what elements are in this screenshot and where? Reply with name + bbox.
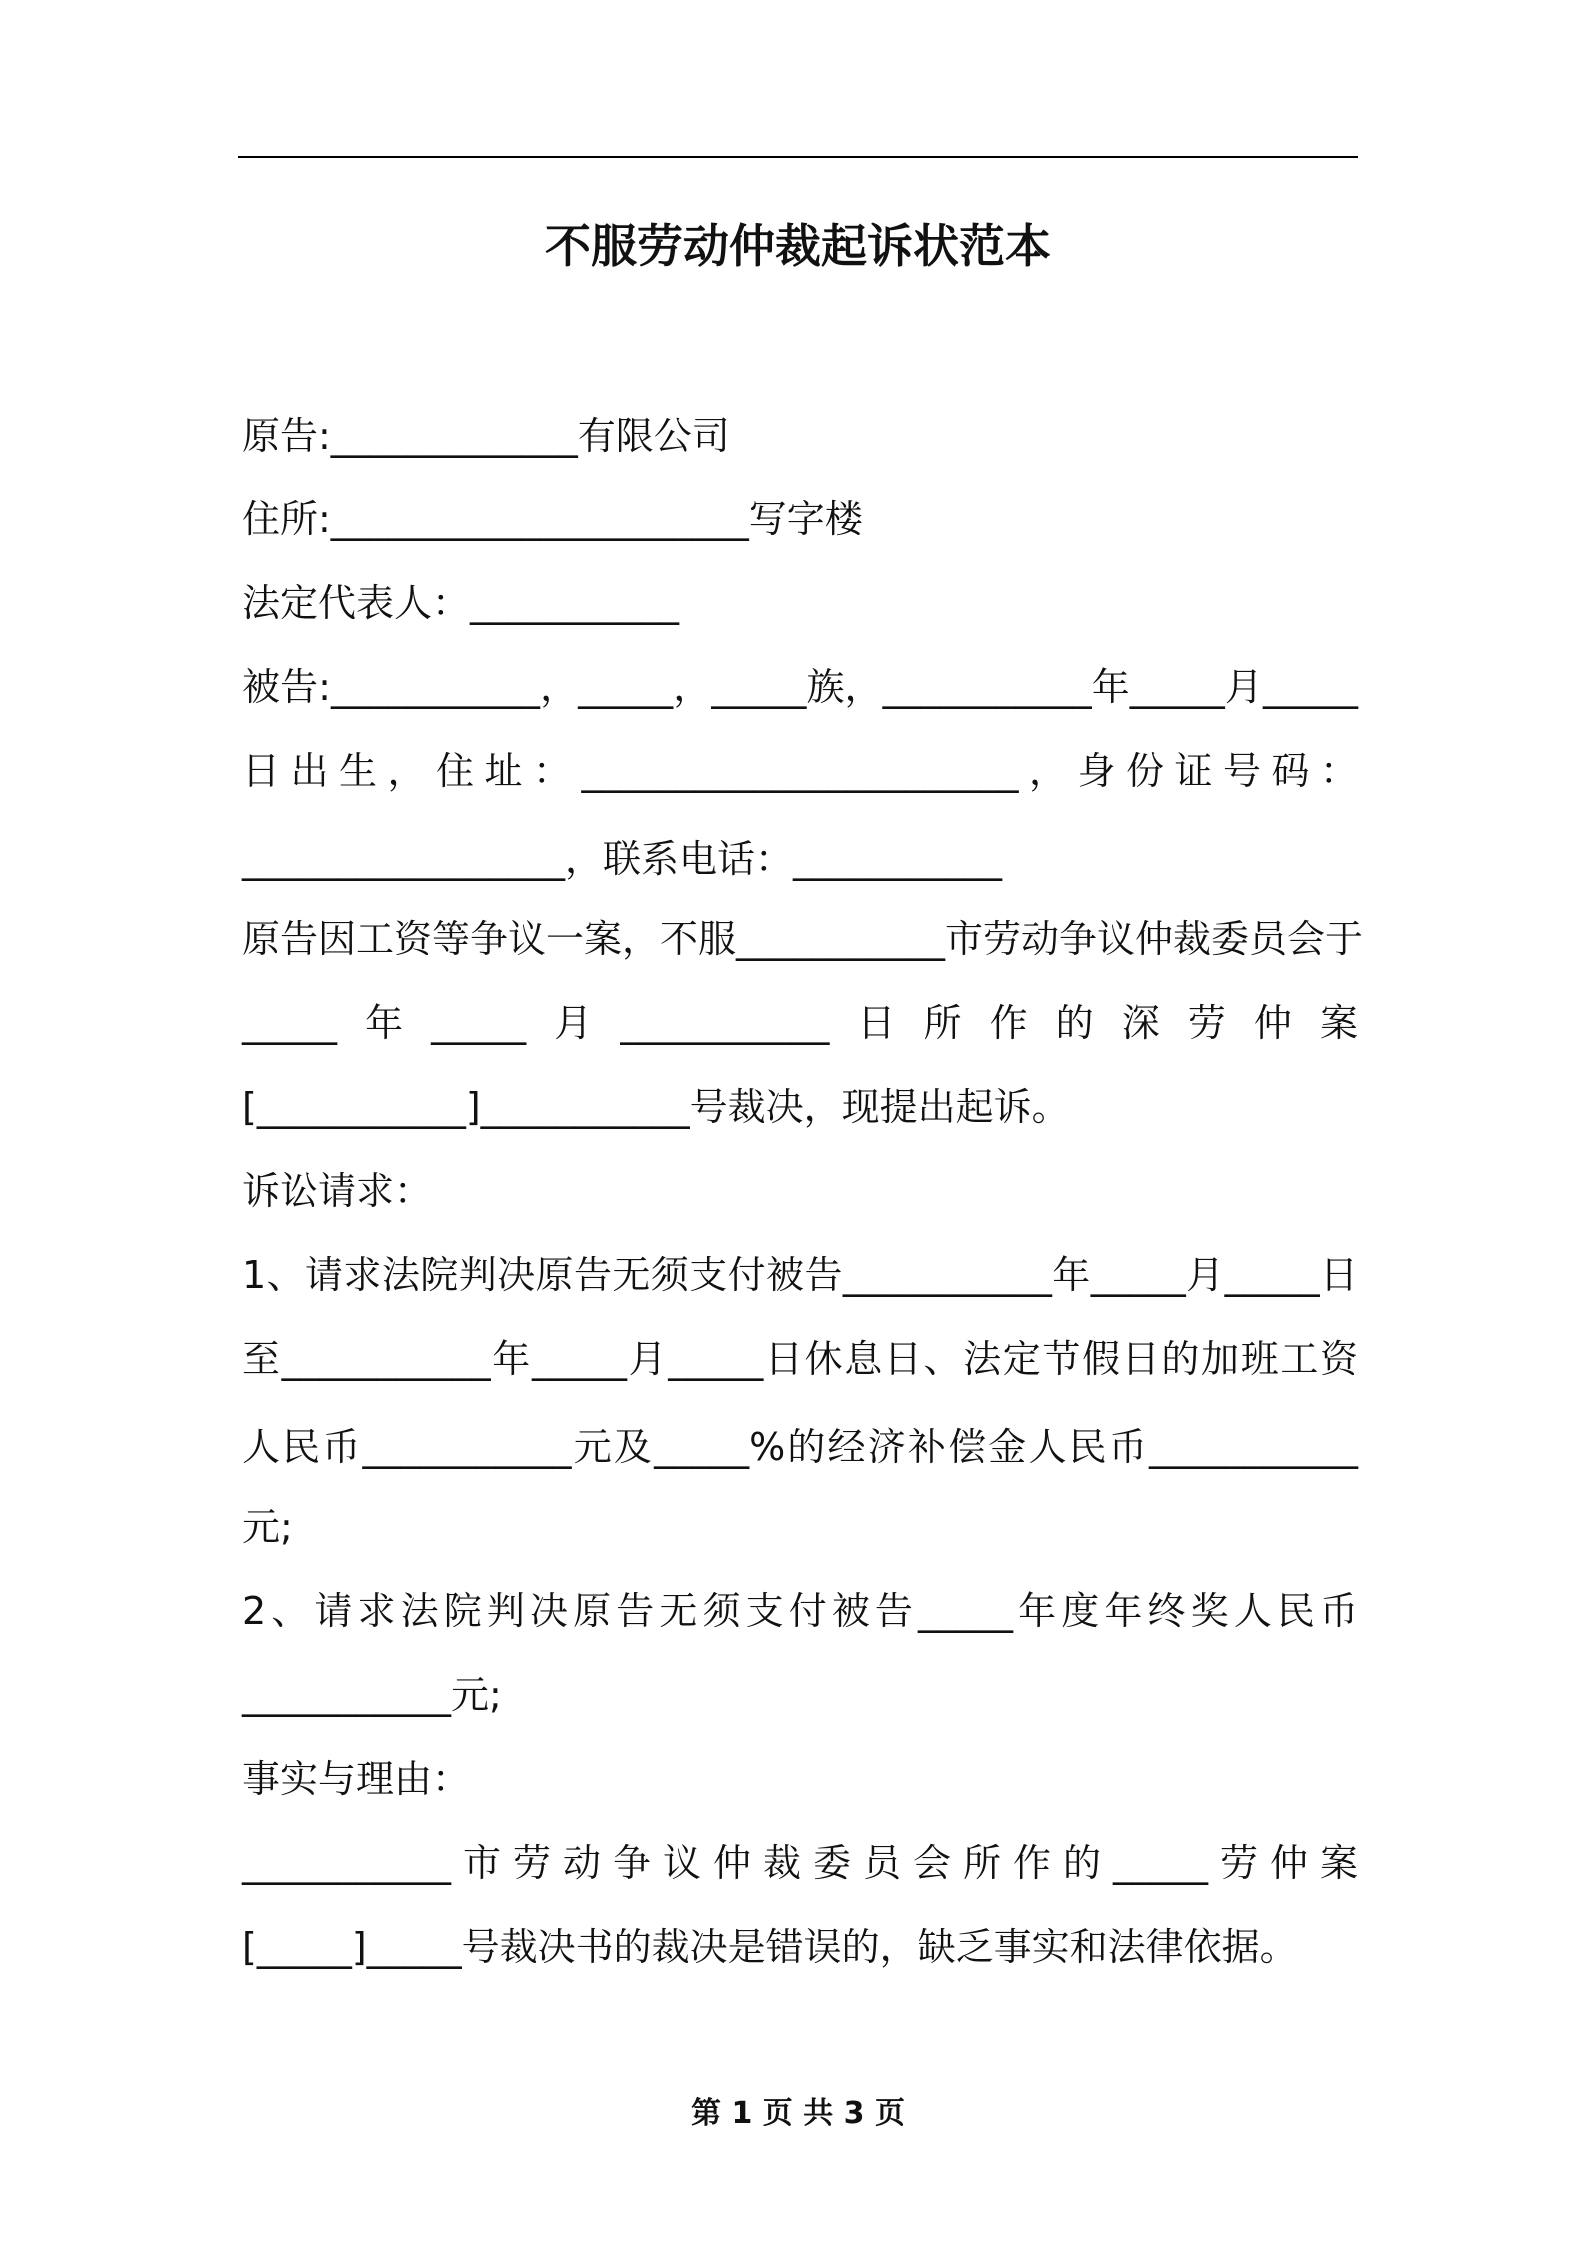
- claim-1-line-2: 至___________年_____月_____日休息日、法定节假日的加班工资: [242, 1337, 1358, 1381]
- claim-1-line-1: 1、请求法院判决原告无须支付被告___________年_____月_____日: [242, 1253, 1358, 1297]
- address-line: 住所:______________________写字楼: [242, 497, 863, 541]
- defendant-birth-address-line: 日出生，住址：_______________________，身份证号码：: [242, 749, 1358, 793]
- claims-heading: 诉讼请求：: [242, 1169, 433, 1213]
- claim-2-line-2: ___________元;: [242, 1673, 502, 1717]
- facts-line-1: ___________市劳动争议仲裁委员会所作的_____劳仲案: [242, 1841, 1358, 1885]
- document-title: 不服劳动仲裁起诉状范本: [545, 219, 1051, 273]
- case-date-line: _____年_____月___________日所作的深劳仲案: [242, 1001, 1358, 1045]
- case-number-line: [___________]___________号裁决，现提出起诉。: [242, 1085, 1070, 1129]
- defendant-line: 被告:___________，_____，_____族，___________年_____月_____: [242, 665, 1358, 709]
- claim-1-line-3: 人民币___________元及_____%的经济补偿金人民币___________: [242, 1425, 1358, 1469]
- header-rule: [238, 156, 1358, 158]
- plaintiff-line: 原告:_____________有限公司: [242, 414, 730, 458]
- facts-line-2: [_____]_____号裁决书的裁决是错误的，缺乏事实和法律依据。: [242, 1925, 1298, 1969]
- page-footer: 第 1 页 共 3 页: [691, 2096, 905, 2131]
- defendant-id-phone-line: _________________，联系电话：___________: [242, 837, 1003, 881]
- claim-2-line-1: 2、请求法院判决原告无须支付被告_____年度年终奖人民币: [242, 1589, 1358, 1633]
- legal-representative-line: 法定代表人：___________: [242, 581, 680, 625]
- claim-1-line-4: 元;: [242, 1505, 293, 1549]
- case-intro-line: 原告因工资等争议一案，不服___________市劳动争议仲裁委员会于: [242, 917, 1364, 961]
- facts-heading: 事实与理由：: [242, 1757, 471, 1801]
